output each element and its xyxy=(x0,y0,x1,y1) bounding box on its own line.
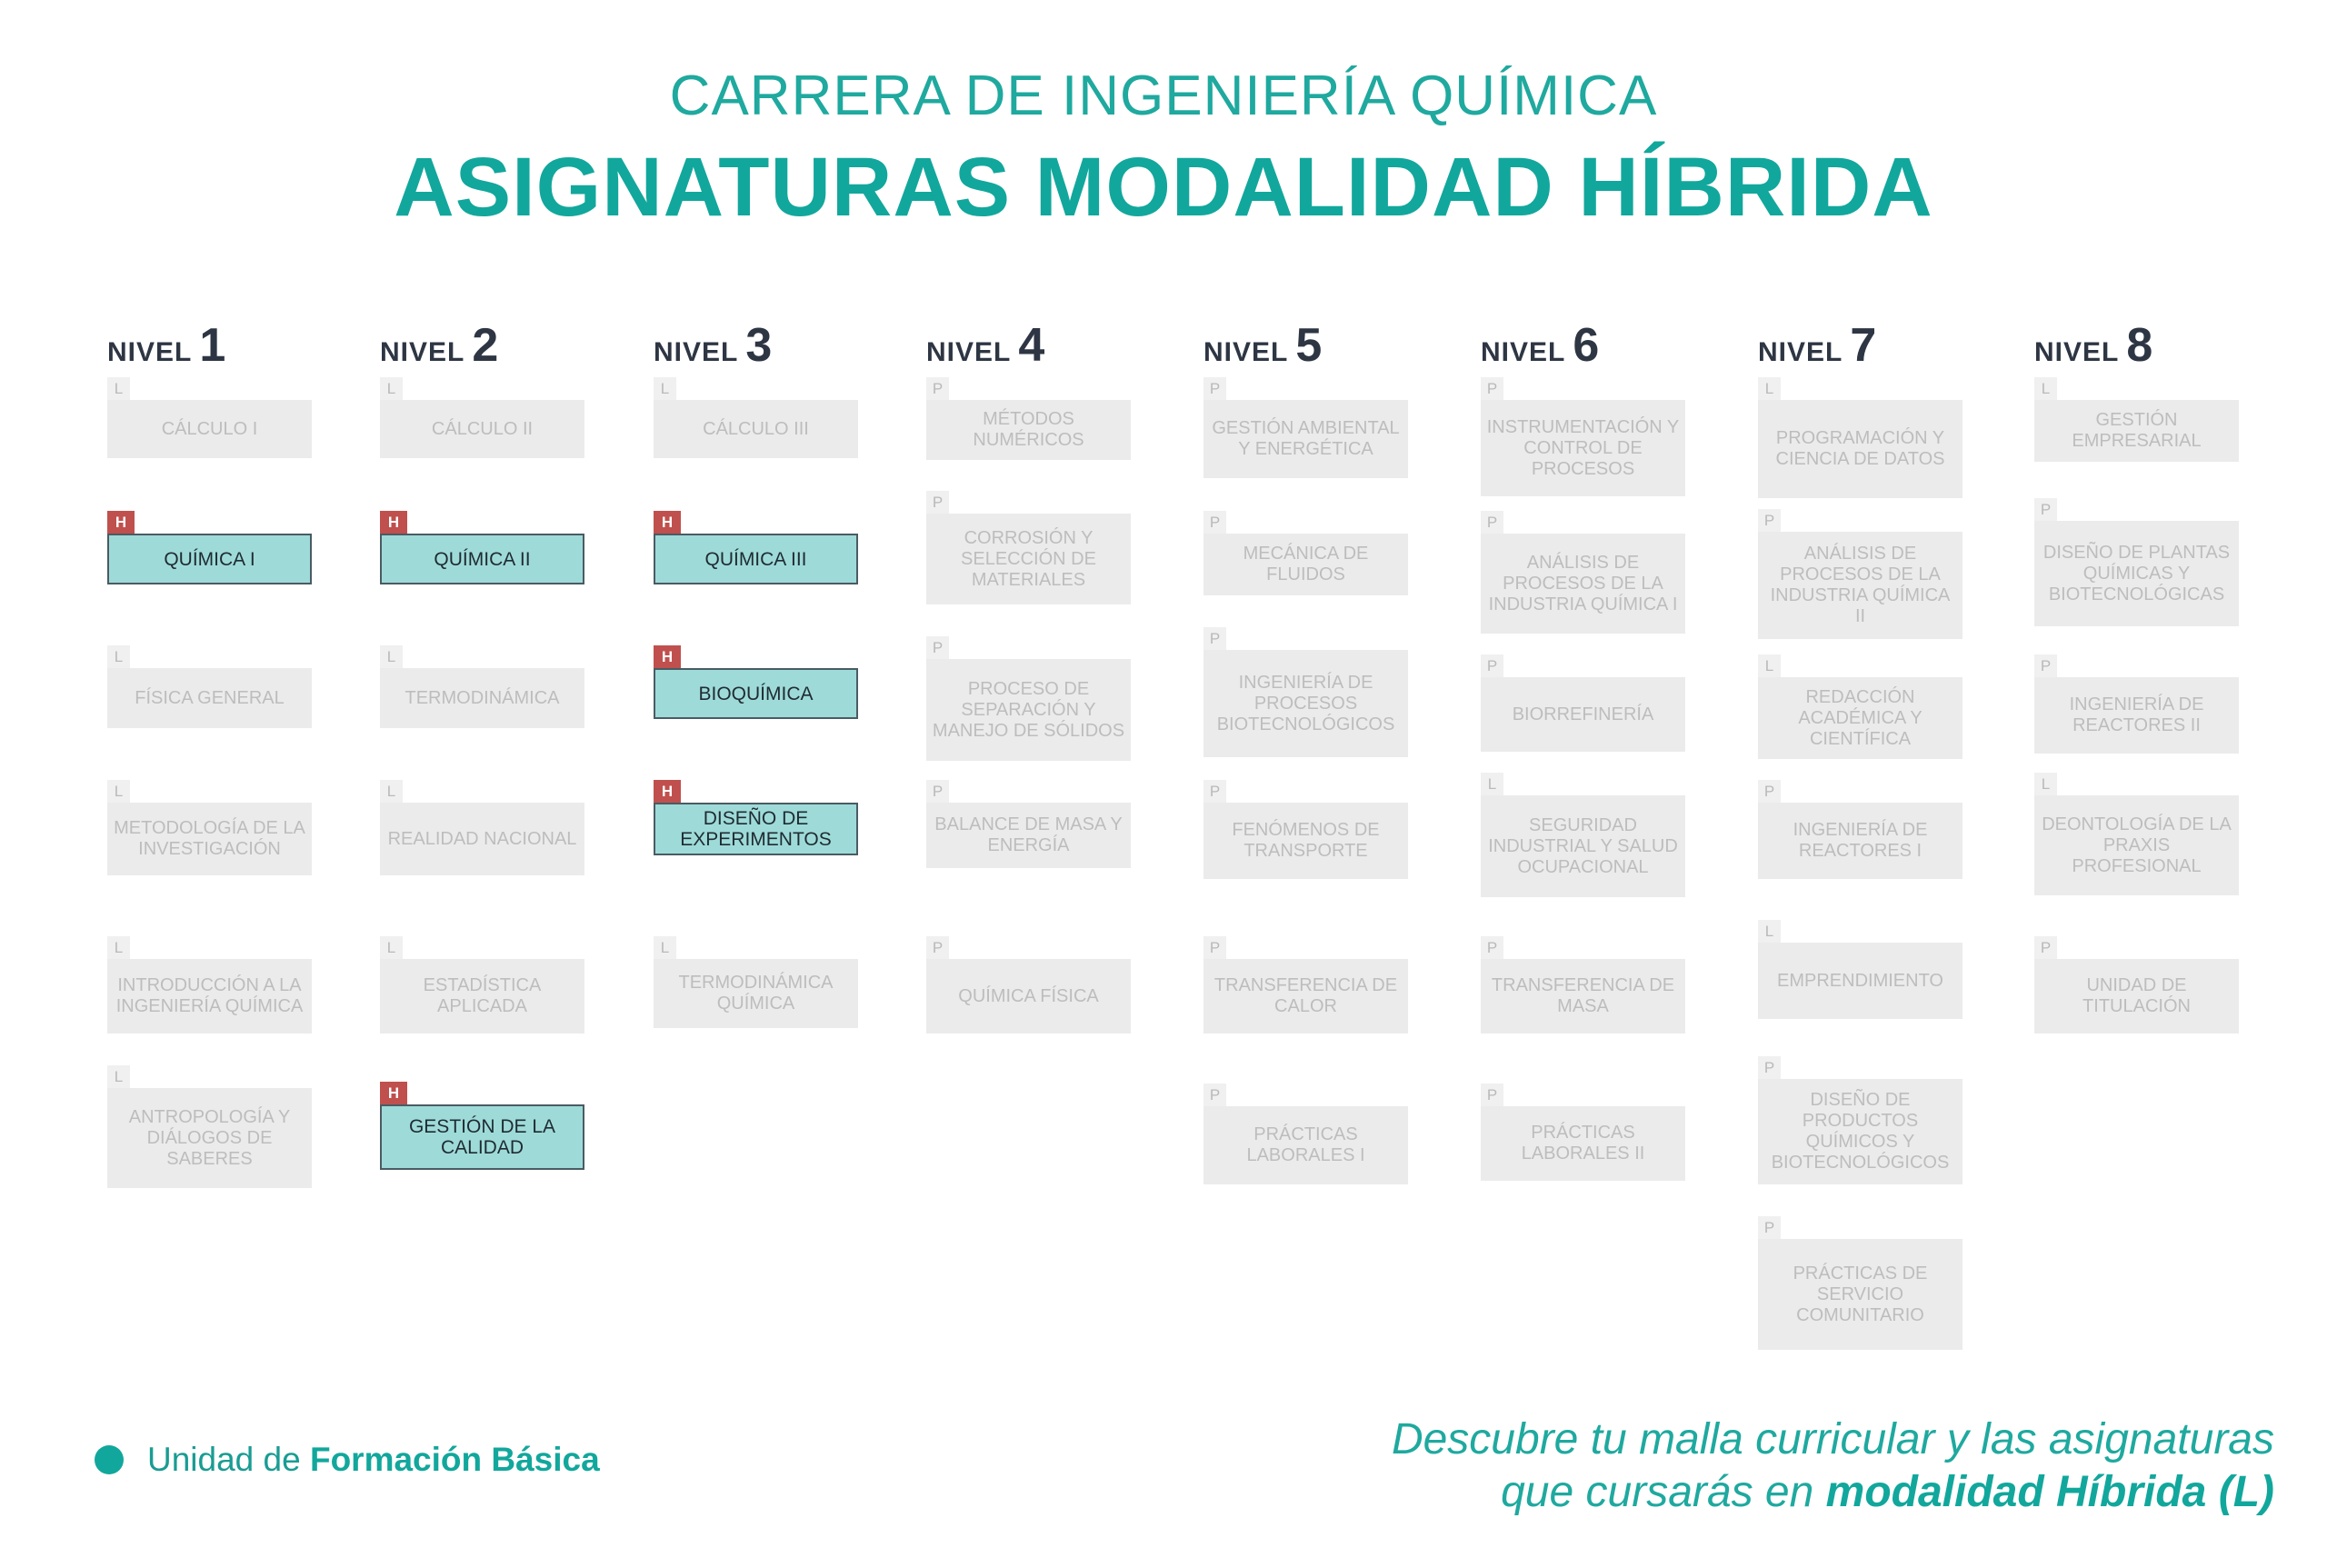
subject-name: METODOLOGÍA DE LA INVESTIGACIÓN xyxy=(107,803,312,875)
level-heading xyxy=(654,318,772,373)
level-heading-label: NIVEL xyxy=(107,337,193,367)
subject-name: ANÁLISIS DE PROCESOS DE LA INDUSTRIA QUÍMICA II xyxy=(1758,532,1962,639)
modality-tag: P xyxy=(1758,780,1781,803)
modality-tag: H xyxy=(654,780,681,803)
subject-card xyxy=(1481,654,1685,752)
subject-name: ESTADÍSTICA APLICADA xyxy=(380,959,584,1034)
tagline-line2-strong: modalidad Híbrida (L) xyxy=(1825,1468,2274,1516)
modality-tag: P xyxy=(1758,1216,1781,1239)
legend-dot-icon xyxy=(95,1445,124,1474)
subject-name: TERMODINÁMICA xyxy=(380,668,584,728)
subject-card xyxy=(926,636,1131,761)
modality-tag: L xyxy=(654,936,676,959)
modality-tag: P xyxy=(2034,936,2057,959)
modality-tag: L xyxy=(380,936,403,959)
level-column-6 xyxy=(1481,0,1690,1382)
modality-tag: P xyxy=(1481,511,1503,534)
subject-card xyxy=(107,377,312,458)
tagline xyxy=(1392,1413,2274,1519)
subject-name: QUÍMICA II xyxy=(380,534,584,584)
subject-name: REALIDAD NACIONAL xyxy=(380,803,584,875)
subject-name: DISEÑO DE EXPERIMENTOS xyxy=(654,803,858,855)
subject-card-hybrid xyxy=(654,511,858,584)
modality-tag: P xyxy=(926,377,949,400)
modality-tag: P xyxy=(926,636,949,659)
level-heading-number: 1 xyxy=(199,319,226,372)
page-subtitle: CARRERA DE INGENIERÍA QUÍMICA xyxy=(669,65,1658,127)
modality-tag: L xyxy=(1758,377,1781,400)
modality-tag: L xyxy=(2034,377,2057,400)
subject-name: PROCESO DE SEPARACIÓN Y MANEJO DE SÓLIDOS xyxy=(926,659,1131,761)
subject-name: INGENIERÍA DE REACTORES II xyxy=(2034,677,2239,754)
level-column-7 xyxy=(1758,0,1967,1382)
subject-name: QUÍMICA III xyxy=(654,534,858,584)
modality-tag: L xyxy=(654,377,676,400)
modality-tag: H xyxy=(380,511,407,534)
subject-name: GESTIÓN DE LA CALIDAD xyxy=(380,1104,584,1170)
modality-tag: L xyxy=(107,645,130,668)
level-heading-label: NIVEL xyxy=(1203,337,1289,367)
modality-tag: L xyxy=(107,936,130,959)
subject-card xyxy=(2034,936,2239,1034)
level-heading xyxy=(926,318,1044,373)
subject-name: BIORREFINERÍA xyxy=(1481,677,1685,752)
modality-tag: P xyxy=(1758,509,1781,532)
level-heading-number: 5 xyxy=(1295,319,1323,372)
subject-card xyxy=(1481,1084,1685,1181)
modality-tag: L xyxy=(380,645,403,668)
legend-strong: Formación Básica xyxy=(309,1441,600,1478)
modality-tag: P xyxy=(1203,780,1226,803)
subject-card xyxy=(380,645,584,728)
modality-tag: P xyxy=(1203,1084,1226,1106)
page-header xyxy=(0,64,2327,236)
subject-name: CÁLCULO III xyxy=(654,400,858,458)
legend xyxy=(95,1441,600,1479)
level-heading-label: NIVEL xyxy=(654,337,739,367)
subject-card xyxy=(926,780,1131,868)
modality-tag: P xyxy=(1203,936,1226,959)
modality-tag: P xyxy=(1203,511,1226,534)
level-heading-label: NIVEL xyxy=(1481,337,1566,367)
modality-tag: P xyxy=(1481,1084,1503,1106)
subject-card xyxy=(1203,627,1408,757)
level-heading-number: 4 xyxy=(1018,319,1045,372)
subject-card xyxy=(2034,498,2239,626)
subject-card xyxy=(2034,773,2239,895)
subject-card xyxy=(1758,377,1962,498)
subject-name: PRÁCTICAS LABORALES I xyxy=(1203,1106,1408,1184)
subject-name: FÍSICA GENERAL xyxy=(107,668,312,728)
subject-name: INGENIERÍA DE PROCESOS BIOTECNOLÓGICOS xyxy=(1203,650,1408,757)
subject-name: PROGRAMACIÓN Y CIENCIA DE DATOS xyxy=(1758,400,1962,498)
level-column-2 xyxy=(380,0,589,1382)
subject-name: INSTRUMENTACIÓN Y CONTROL DE PROCESOS xyxy=(1481,400,1685,496)
modality-tag: P xyxy=(926,491,949,514)
subject-card xyxy=(1481,511,1685,634)
modality-tag: H xyxy=(654,511,681,534)
subject-card xyxy=(1203,377,1408,478)
modality-tag: L xyxy=(1758,920,1781,943)
subject-card xyxy=(107,780,312,875)
subject-card xyxy=(1758,1056,1962,1184)
tagline-line2-prefix: que cursarás en xyxy=(1501,1468,1826,1516)
level-heading xyxy=(380,318,498,373)
subject-name: TRANSFERENCIA DE MASA xyxy=(1481,959,1685,1034)
level-heading-number: 2 xyxy=(472,319,499,372)
subject-name: GESTIÓN AMBIENTAL Y ENERGÉTICA xyxy=(1203,400,1408,478)
level-heading xyxy=(1758,318,1876,373)
subject-card xyxy=(1203,1084,1408,1184)
subject-card xyxy=(1758,509,1962,639)
subject-name: INGENIERÍA DE REACTORES I xyxy=(1758,803,1962,879)
page-title: ASIGNATURAS MODALIDAD HÍBRIDA xyxy=(394,141,1933,234)
level-column-8 xyxy=(2034,0,2243,1382)
modality-tag: P xyxy=(1481,936,1503,959)
modality-tag: H xyxy=(380,1082,407,1104)
subject-name: QUÍMICA FÍSICA xyxy=(926,959,1131,1034)
modality-tag: H xyxy=(654,645,681,668)
subject-card xyxy=(654,377,858,458)
subject-name: SEGURIDAD INDUSTRIAL Y SALUD OCUPACIONAL xyxy=(1481,795,1685,897)
level-heading-number: 7 xyxy=(1850,319,1877,372)
subject-name: INTRODUCCIÓN A LA INGENIERÍA QUÍMICA xyxy=(107,959,312,1034)
subject-name: ANÁLISIS DE PROCESOS DE LA INDUSTRIA QUÍMICA I xyxy=(1481,534,1685,634)
level-heading-number: 8 xyxy=(2126,319,2153,372)
modality-tag: L xyxy=(380,780,403,803)
modality-tag: L xyxy=(107,780,130,803)
subject-name: BALANCE DE MASA Y ENERGÍA xyxy=(926,803,1131,868)
modality-tag: L xyxy=(1758,654,1781,677)
subject-card-hybrid xyxy=(654,645,858,719)
subject-name: GESTIÓN EMPRESARIAL xyxy=(2034,400,2239,462)
modality-tag: L xyxy=(380,377,403,400)
level-column-4 xyxy=(926,0,1135,1382)
modality-tag: P xyxy=(926,780,949,803)
subject-card xyxy=(107,936,312,1034)
subject-card-hybrid xyxy=(107,511,312,584)
modality-tag: P xyxy=(1481,654,1503,677)
subject-name: DISEÑO DE PRODUCTOS QUÍMICOS Y BIOTECNOLÓGICOS xyxy=(1758,1079,1962,1184)
legend-text xyxy=(147,1441,600,1479)
subject-name: PRÁCTICAS LABORALES II xyxy=(1481,1106,1685,1181)
subject-name: MECÁNICA DE FLUIDOS xyxy=(1203,534,1408,595)
modality-tag: P xyxy=(1481,377,1503,400)
subject-card xyxy=(107,1065,312,1188)
level-heading xyxy=(107,318,225,373)
level-heading-label: NIVEL xyxy=(926,337,1012,367)
subject-card xyxy=(654,936,858,1028)
subject-name: EMPRENDIMIENTO xyxy=(1758,943,1962,1019)
subject-card xyxy=(380,936,584,1034)
modality-tag: P xyxy=(926,936,949,959)
modality-tag: H xyxy=(107,511,135,534)
tagline-line1: Descubre tu malla curricular y las asignaturas xyxy=(1391,1415,2274,1463)
level-column-1 xyxy=(107,0,316,1382)
level-heading xyxy=(1203,318,1322,373)
subject-card-hybrid xyxy=(654,780,858,855)
subject-name: ANTROPOLOGÍA Y DIÁLOGOS DE SABERES xyxy=(107,1088,312,1188)
level-heading-label: NIVEL xyxy=(380,337,465,367)
modality-tag: P xyxy=(1203,627,1226,650)
subject-name: TERMODINÁMICA QUÍMICA xyxy=(654,959,858,1028)
subject-name: TRANSFERENCIA DE CALOR xyxy=(1203,959,1408,1034)
subject-card xyxy=(926,491,1131,604)
subject-card xyxy=(2034,377,2239,462)
subject-card xyxy=(2034,654,2239,754)
subject-card xyxy=(107,645,312,728)
subject-card xyxy=(380,780,584,875)
modality-tag: L xyxy=(107,1065,130,1088)
modality-tag: L xyxy=(107,377,130,400)
subject-name: QUÍMICA I xyxy=(107,534,312,584)
level-heading xyxy=(1481,318,1599,373)
subject-name: DISEÑO DE PLANTAS QUÍMICAS Y BIOTECNOLÓGICAS xyxy=(2034,521,2239,626)
modality-tag: P xyxy=(1758,1056,1781,1079)
level-heading xyxy=(2034,318,2152,373)
modality-tag: L xyxy=(2034,773,2057,795)
subject-card xyxy=(380,377,584,458)
subject-name: REDACCIÓN ACADÉMICA Y CIENTÍFICA xyxy=(1758,677,1962,759)
subject-card xyxy=(1481,773,1685,897)
subject-card xyxy=(1481,936,1685,1034)
subject-card xyxy=(1203,936,1408,1034)
tagline-line2 xyxy=(1392,1466,2274,1519)
level-heading-label: NIVEL xyxy=(2034,337,2120,367)
level-column-3 xyxy=(654,0,863,1382)
subject-card xyxy=(1203,780,1408,879)
subject-name: BIOQUÍMICA xyxy=(654,668,858,719)
level-heading-number: 6 xyxy=(1573,319,1600,372)
modality-tag: P xyxy=(1203,377,1226,400)
modality-tag: L xyxy=(1481,773,1503,795)
subject-card-hybrid xyxy=(380,1082,584,1170)
subject-name: MÉTODOS NUMÉRICOS xyxy=(926,400,1131,460)
subject-name: CORROSIÓN Y SELECCIÓN DE MATERIALES xyxy=(926,514,1131,604)
modality-tag: P xyxy=(2034,498,2057,521)
subject-name: PRÁCTICAS DE SERVICIO COMUNITARIO xyxy=(1758,1239,1962,1350)
subject-card xyxy=(1758,1216,1962,1350)
subject-card xyxy=(1758,780,1962,879)
subject-name: FENÓMENOS DE TRANSPORTE xyxy=(1203,803,1408,879)
subject-card xyxy=(926,377,1131,460)
subject-card xyxy=(1481,377,1685,496)
modality-tag: P xyxy=(2034,654,2057,677)
level-heading-label: NIVEL xyxy=(1758,337,1843,367)
subject-name: DEONTOLOGÍA DE LA PRAXIS PROFESIONAL xyxy=(2034,795,2239,895)
level-column-5 xyxy=(1203,0,1413,1382)
subject-card xyxy=(1758,920,1962,1019)
subject-name: CÁLCULO II xyxy=(380,400,584,458)
level-heading-number: 3 xyxy=(745,319,773,372)
subject-card xyxy=(1758,654,1962,759)
subject-name: UNIDAD DE TITULACIÓN xyxy=(2034,959,2239,1034)
subject-name: CÁLCULO I xyxy=(107,400,312,458)
subject-card xyxy=(1203,511,1408,595)
legend-prefix: Unidad de xyxy=(147,1441,310,1478)
subject-card xyxy=(926,936,1131,1034)
subject-card-hybrid xyxy=(380,511,584,584)
